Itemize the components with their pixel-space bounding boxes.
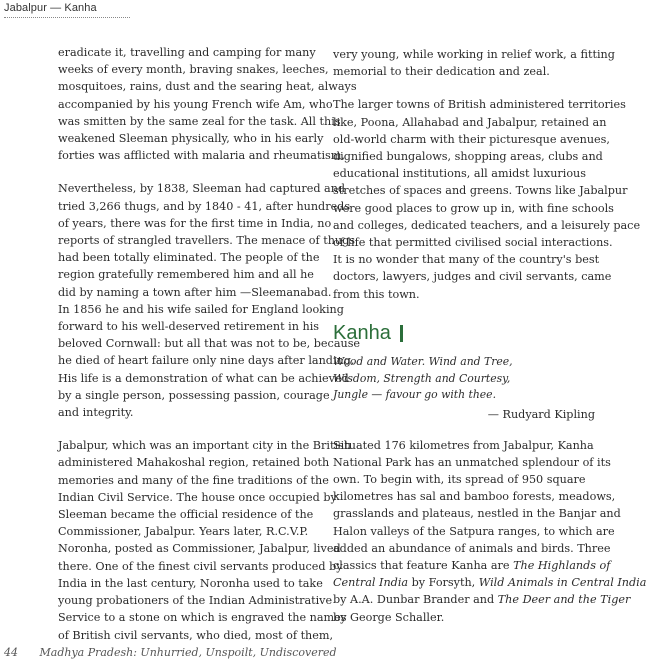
text-line: forties was afflicted with malaria and rheumatism.: [58, 149, 345, 163]
text-line: Sleeman became the official residence of the: [58, 508, 314, 522]
text-line: reports of strangled travellers. The menace of thugs: [58, 234, 356, 248]
text-line: administered Mahakoshal region, retained both: [58, 456, 330, 470]
epigraph: [333, 354, 595, 404]
epigraph-line: Wood and Water. Wind and Tree,: [333, 355, 513, 369]
section-title-text: Kanha: [333, 321, 391, 344]
running-head-rule: [4, 17, 130, 18]
kanha-line: added an abundance of animals and birds. Three: [333, 541, 611, 555]
text-line: memorial to their dedication and zeal.: [333, 65, 550, 79]
text-line: of years, there was for the first time in India, no: [58, 216, 332, 230]
text-line: forward to his well-deserved retirement in his: [58, 320, 320, 334]
text-line: eradicate it, travelling and camping for many: [58, 46, 316, 59]
text-line: young probationers of the Indian Administrative: [58, 594, 333, 608]
text-line: memories and many of the fine traditions of the: [58, 473, 329, 487]
text-line: from this town.: [333, 287, 420, 301]
text-line: of life that permitted civilised social interactions.: [333, 236, 613, 250]
text-line: old-world charm with their picturesque avenues,: [333, 132, 610, 146]
right-paragraphs: [333, 46, 641, 303]
kanha-line: grasslands and plateaus, nestled in the Banjar and: [333, 507, 621, 521]
text-line: of British civil servants, who died, most of them,: [58, 628, 334, 642]
running-head: Jabalpur — Kanha: [4, 2, 97, 14]
text-line: The larger towns of British administered territories: [333, 98, 626, 112]
section-title-bar: [400, 325, 403, 342]
text-line: Noronha, posted as Commissioner, Jabalpur, lived: [58, 542, 341, 556]
text-line: dignified bungalows, shopping areas, clubs and: [333, 150, 603, 164]
left-paragraph-2: [58, 180, 361, 421]
kanha-line-9: Central India by Forsyth, Wild Animals in Central India: [333, 576, 646, 590]
kanha-line: own. To begin with, its spread of 950 square: [333, 472, 586, 486]
left-paragraph-1: [58, 44, 357, 164]
text-line: tried 3,266 thugs, and by 1840 - 41, after hundreds: [58, 199, 351, 213]
text-line: stretches of spaces and greens. Towns like Jabalpur: [333, 184, 628, 198]
footer-book-title: Madhya Pradesh: Unhurried, Unspoilt, Undiscovered: [39, 646, 337, 659]
left-paragraph-3: [58, 437, 351, 643]
text-line: were good places to grow up in, with fine schools: [333, 201, 614, 215]
kanha-line-8: classics that feature Kanha are The Highlands of: [333, 558, 611, 572]
epigraph-line: Wisdom, Strength and Courtesy,: [333, 371, 511, 385]
text-line: India in the last century, Noronha used to take: [58, 576, 323, 590]
section-title: [333, 321, 595, 344]
text-line: educational institutions, all amidst luxurious: [333, 167, 587, 181]
kanha-line: Halon valleys of the Satpura ranges, to which are: [333, 524, 615, 538]
text-line: weeks of every month, braving snakes, leeches,: [58, 63, 329, 77]
epigraph-attribution: — Rudyard Kipling: [487, 407, 595, 421]
text-line: Commissioner, Jabalpur. Years later, R.C.V.P.: [58, 525, 309, 539]
text-line: and integrity.: [58, 406, 134, 420]
epigraph-line: Jungle — favour go with thee.: [333, 388, 496, 402]
text-line: In 1856 he and his wife sailed for England looking: [58, 302, 344, 316]
text-line: had been totally eliminated. The people of the: [58, 251, 320, 265]
text-line: beloved Cornwall: but all that was not to be, because: [58, 337, 361, 351]
kanha-paragraph: [333, 437, 646, 626]
text-line: by a single person, possessing passion, courage: [58, 388, 330, 402]
kanha-line: Situated 176 kilometres from Jabalpur, Kanha: [333, 438, 594, 452]
kanha-line: kilometres has sal and bamboo forests, meadows,: [333, 490, 616, 504]
right-column: [333, 46, 646, 626]
text-line: he died of heart failure only nine days after landing.: [58, 354, 355, 368]
text-line: was smitten by the same zeal for the task. All this: [58, 114, 341, 128]
text-line: did by naming a town after him —Sleemanabad.: [58, 285, 332, 299]
text-line: Service to a stone on which is engraved the names: [58, 611, 347, 625]
text-line: Jabalpur, which was an important city in the British: [58, 439, 351, 453]
text-line: like, Poona, Allahabad and Jabalpur, retained an: [333, 115, 607, 129]
text-line: Nevertheless, by 1838, Sleeman had captured and: [58, 182, 346, 196]
text-line: Indian Civil Service. The house once occupied by: [58, 490, 337, 504]
kanha-line-11: by George Schaller.: [333, 610, 445, 624]
kanha-line: National Park has an unmatched splendour of its: [333, 455, 611, 469]
text-line: and colleges, dedicated teachers, and a leisurely pace: [333, 218, 641, 232]
right-paragraph-2: [333, 96, 641, 302]
text-line: mosquitoes, rains, dust and the searing heat, always: [58, 80, 357, 94]
text-line: weakened Sleeman physically, who in his early: [58, 132, 324, 146]
left-column: [58, 44, 361, 660]
text-line: doctors, lawyers, judges and civil servants, came: [333, 270, 612, 284]
page-number: 44: [4, 646, 18, 659]
text-line: there. One of the finest civil servants produced by: [58, 559, 343, 573]
text-line: His life is a demonstration of what can be achieved: [58, 371, 349, 385]
text-line: accompanied by his young French wife Am, who: [58, 97, 333, 111]
text-line: region gratefully remembered him and all he: [58, 268, 314, 282]
page-footer: [4, 646, 337, 659]
right-paragraph-1: [333, 46, 615, 80]
text-line: It is no wonder that many of the country's best: [333, 253, 600, 267]
text-line: very young, while working in relief work, a fitting: [333, 48, 615, 61]
kanha-line-10: by A.A. Dunbar Brander and The Deer and the Tiger: [333, 593, 631, 607]
